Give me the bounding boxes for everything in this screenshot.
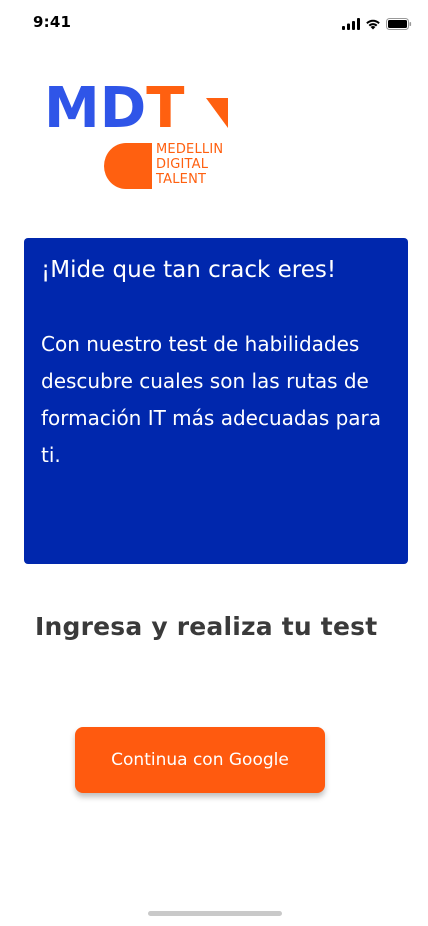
signal-icon <box>342 15 360 34</box>
logo-flag-icon <box>206 98 228 128</box>
status-time: 9:41 <box>33 13 72 31</box>
page-subtitle: Ingresa y realiza tu test <box>35 612 378 641</box>
logo-wordmark <box>44 76 185 141</box>
status-bar <box>0 0 428 44</box>
card-title: ¡Mide que tan crack eres! <box>41 257 337 283</box>
logo-word-talent: TALENT <box>156 172 207 187</box>
card-body: Con nuestro test de habilidades descubre cuales son las rutas de formación IT más adecuadas para ti. <box>41 332 382 467</box>
logo-half-circle-icon <box>104 143 152 189</box>
intro-card <box>24 238 408 564</box>
home-indicator <box>148 911 282 916</box>
logo-letters-md: MD <box>44 76 147 141</box>
wifi-icon <box>365 15 381 34</box>
mdt-logo <box>44 76 234 195</box>
logo-letter-t: T <box>146 76 185 141</box>
status-icons <box>342 15 412 34</box>
battery-icon <box>386 15 412 34</box>
logo-word-digital: DIGITAL <box>156 157 209 172</box>
logo-word-medellin: MEDELLIN <box>156 142 224 157</box>
logo-words <box>156 142 223 187</box>
continue-with-google-button[interactable]: Continua con Google <box>75 727 325 793</box>
